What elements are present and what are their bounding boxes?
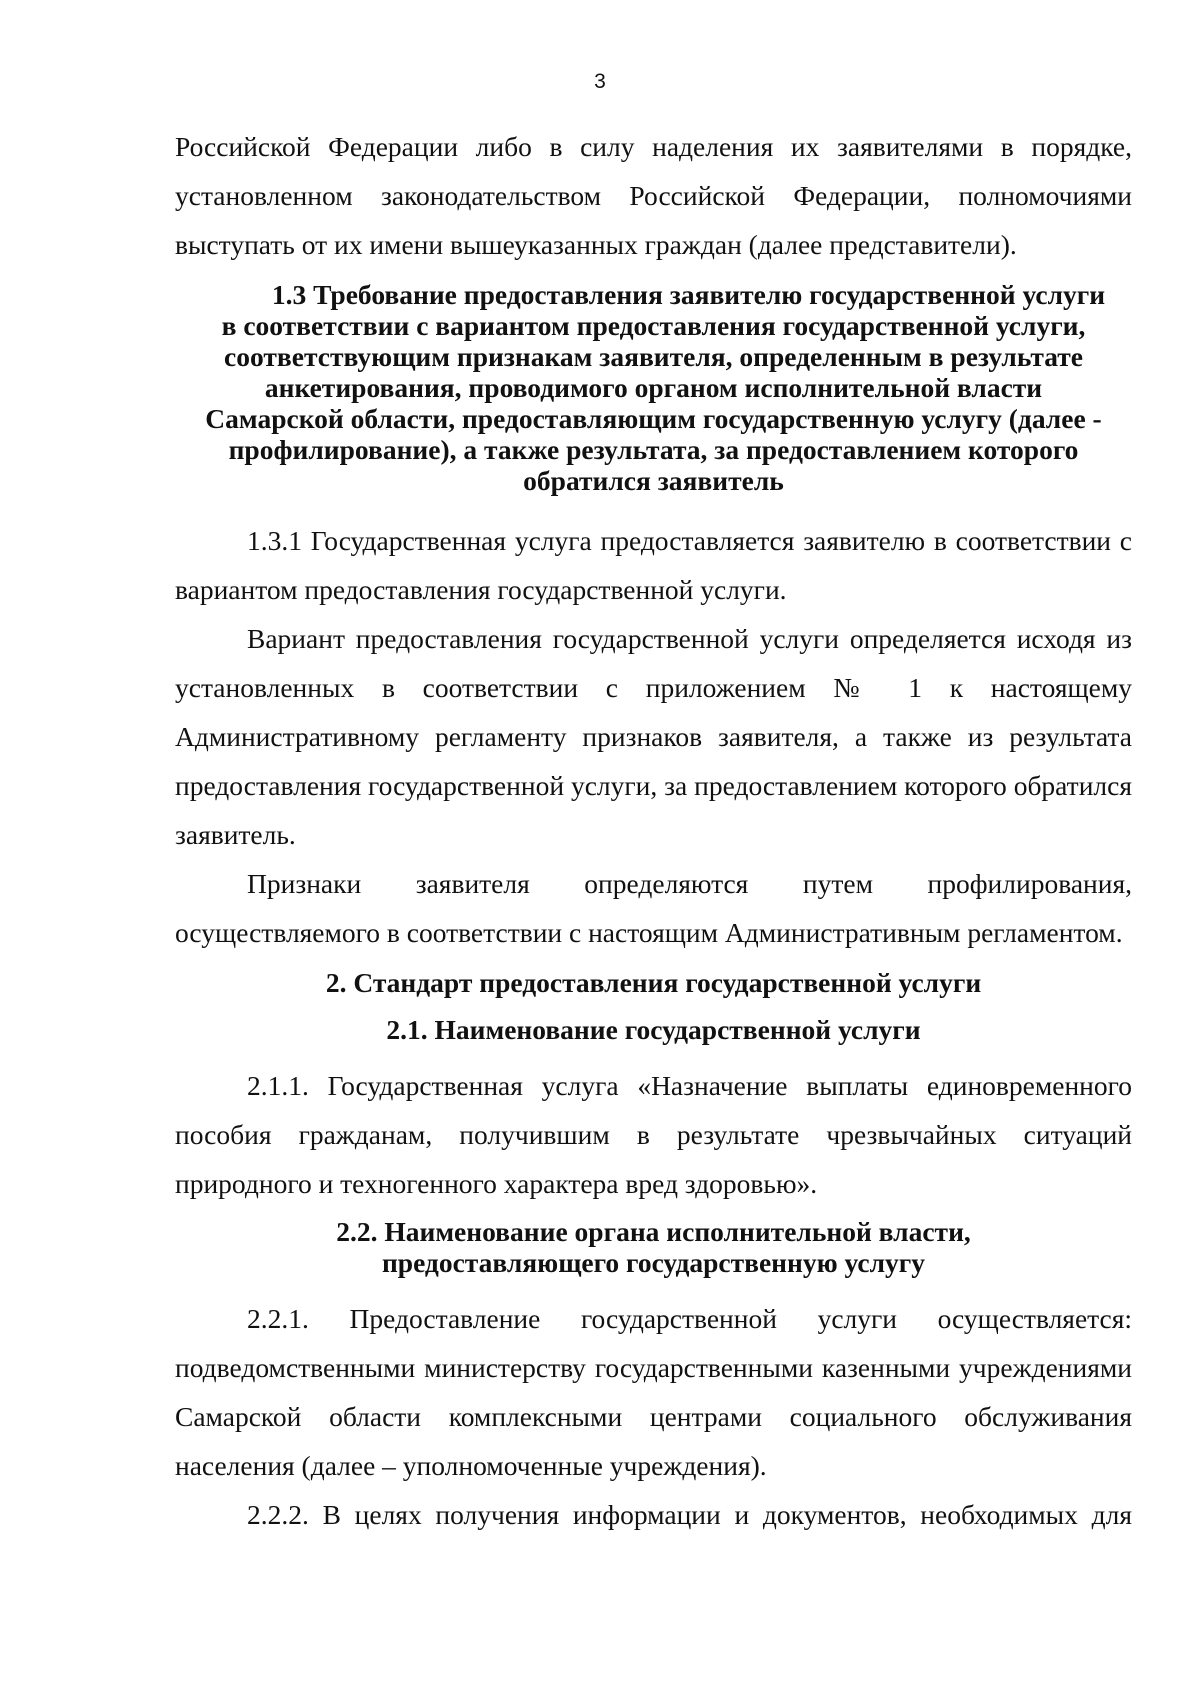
heading-1-3-line: в соответствии с вариантом предоставления государственной услуги,: [221, 310, 1086, 341]
page-number: 3: [594, 70, 606, 93]
heading-1-3-line: анкетирования, проводимого органом исполнительной власти: [264, 372, 1043, 403]
heading-1-3-line: Самарской области, предоставляющим государственную услугу (далее -: [205, 403, 1102, 434]
heading-1-3-line: обратился заявитель: [523, 465, 784, 496]
paragraph-intro-continuation: Российской Федерации либо в силу наделения их заявителями в порядке, установленном законодательством Российской Федерации, полномочиями выступать от их имени вышеуказанных граждан (далее представители).: [175, 131, 1132, 260]
heading-1-3-line: соответствующим признакам заявителя, определенным в результате: [224, 341, 1083, 372]
heading-1-3: [175, 279, 1132, 496]
heading-2-1: 2.1. Наименование государственной услуги: [386, 1014, 921, 1045]
heading-2-2: [175, 1216, 1132, 1278]
heading-1-3-line: 1.3 Требование предоставления заявителю государственной услуги: [271, 279, 1106, 310]
paragraph-2-1-1: 2.1.1. Государственная услуга «Назначение выплаты единовременного пособия гражданам, получившим в результате чрезвычайных ситуаций природного и техногенного характера вред здоровью».: [175, 1070, 1132, 1199]
heading-2-2-line: 2.2. Наименование органа исполнительной власти,: [336, 1216, 971, 1247]
heading-2-2-line: предоставляющего государственную услугу: [381, 1247, 926, 1278]
document-body: [175, 122, 1132, 1539]
paragraph-2-2-1: 2.2.1. Предоставление государственной услуги осуществляется: подведомственными министерству государственными казенными учреждениями Самарской области комплексными центрами социального обслуживания населения (далее – уполномоченные учреждения).: [175, 1303, 1132, 1481]
paragraph-priznaki: Признаки заявителя определяются путем профилирования, осуществляемого в соответствии с настоящим Административным регламентом.: [175, 868, 1132, 948]
heading-1-3-line: профилирование), а также результата, за предоставлением которого: [228, 434, 1079, 465]
paragraph-variant: Вариант предоставления государственной услуги определяется исходя из установленных в соответствии с приложением № 1 к настоящему Административному регламенту признаков заявителя, а также из результата предоставления государственной услуги, за предоставлением которого обратился заявитель.: [175, 623, 1132, 850]
heading-section-2: 2. Стандарт предоставления государственной услуги: [325, 967, 982, 998]
paragraph-2-2-2: 2.2.2. В целях получения информации и документов, необходимых для: [247, 1499, 1132, 1530]
paragraph-1-3-1: 1.3.1 Государственная услуга предоставляется заявителю в соответствии с вариантом предоставления государственной услуги.: [175, 525, 1132, 605]
